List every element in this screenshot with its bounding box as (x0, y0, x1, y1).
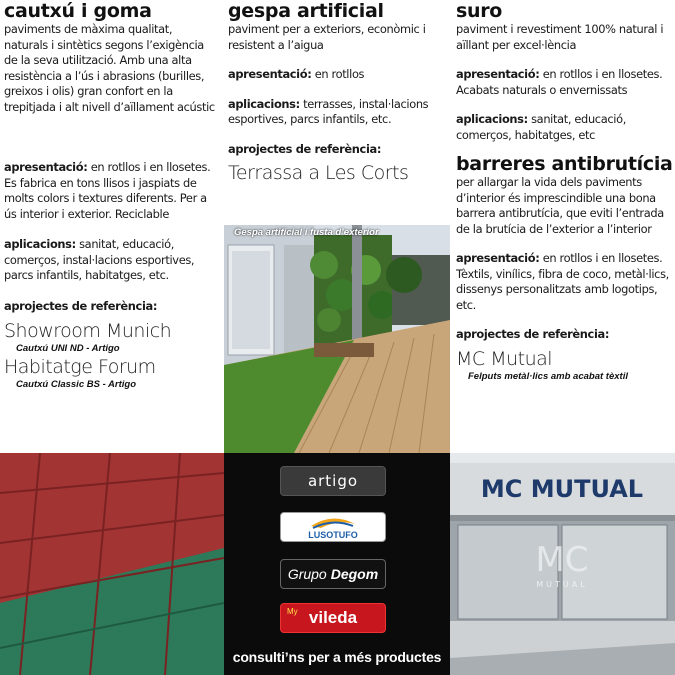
terrace-photo-caption: Gespa artificial i fusta d’exterior (234, 227, 379, 238)
project-terrassa-les-corts: Terrassa a Les Corts (228, 162, 409, 184)
brand-artigo-logo[interactable]: artigo (280, 466, 386, 496)
brands-footer-text: consulti’ns per a més productes (232, 649, 442, 665)
rubber-tiles-illustration (0, 453, 224, 675)
cautxu-applications: aplicacions: sanitat, educació, comerços, instal·lacions esportives, parcs infantils, habitatges, etc. (4, 237, 195, 282)
suro-presentation: apresentació: en rotllos i en llosetes. Acabats naturals o envernissats (456, 67, 663, 97)
brand-lusotufo-logo[interactable] (280, 512, 386, 542)
project-mc-mutual: MC Mutual (456, 347, 553, 370)
project-showroom-detail: Cautxú UNI ND - Artigo (16, 343, 120, 354)
mc-mutual-storefront-illustration (450, 453, 675, 675)
project-showroom-munich: Showroom Munich (4, 320, 172, 342)
project-habitatge-forum: Habitatge Forum (4, 356, 156, 378)
barreres-references-label: aprojectes de referència: (456, 327, 610, 341)
section-title-cautxu: cautxú i goma (4, 0, 152, 22)
svg-text:LUSOTUFO: LUSOTUFO (308, 530, 358, 540)
project-mc-mutual-detail: Felputs metàl·lics amb acabat tèxtil (468, 370, 628, 382)
cautxu-references-label: aprojectes de referència: (4, 298, 158, 313)
section-title-suro: suro (456, 0, 503, 22)
brand-vileda-logo[interactable]: My vileda (280, 603, 386, 633)
terrace-photo (224, 225, 450, 453)
svg-text:MUTUAL: MUTUAL (536, 580, 588, 589)
column-cautxu (4, 0, 218, 392)
column-gespa (228, 0, 450, 184)
barreres-intro: per allargar la vida dels paviments d’interior és imprescindible una bona barrera antibrutícia, que eviti l’entrada de la brutícia de l’exterior a l’interior (456, 175, 664, 236)
terrace-illustration (224, 225, 450, 453)
suro-intro: paviment i revestiment 100% natural i aïllant per excel·lència (456, 22, 664, 52)
svg-text:MC: MC (535, 540, 589, 580)
column-suro (456, 0, 675, 384)
rubber-tiles-photo (0, 453, 224, 675)
lusotufo-emblem-icon (283, 514, 383, 540)
cautxu-presentation: apresentació: en rotllos i en llosetes. Es fabrica en tons llisos i jaspiats de molts colors i textures diferents. Per a ús interior i exterior. Reciclable (4, 160, 211, 221)
brand-degom-logo[interactable]: Grupo Degom (280, 559, 386, 589)
cautxu-intro: paviments de màxima qualitat, naturals i sintètics segons l’exigència de la seva utilització. Amb una alta resistència a l’ús i abrasions (burilles, greixos i olis) gran confort en la trepitjada i alt nivell d’aïllament acústic (4, 22, 215, 114)
gespa-applications: aplicacions: terrasses, instal·lacions esportives, parcs infantils, etc. (228, 96, 429, 126)
svg-text:MC MUTUAL: MC MUTUAL (480, 475, 644, 503)
suro-applications: aplicacions: sanitat, educació, comerços, habitatges, etc (456, 112, 626, 142)
barreres-presentation: apresentació: en rotllos i en llosetes. Tèxtils, vinílics, fibra de coco, metàl·lics, dissenys personalitzats amb logotips, etc. (456, 251, 669, 312)
gespa-intro: paviment per a exteriors, econòmic i resistent a l’aigua (228, 22, 426, 52)
gespa-presentation: apresentació: en rotllos (228, 67, 365, 81)
mc-mutual-photo (450, 453, 675, 675)
section-title-barreres: barreres antibrutícia (456, 153, 673, 175)
project-habitatge-detail: Cautxú Classic BS - Artigo (16, 379, 137, 390)
gespa-references-label: aprojectes de referència: (228, 141, 382, 156)
section-title-gespa: gespa artificial (228, 0, 384, 22)
brands-panel (224, 453, 450, 675)
